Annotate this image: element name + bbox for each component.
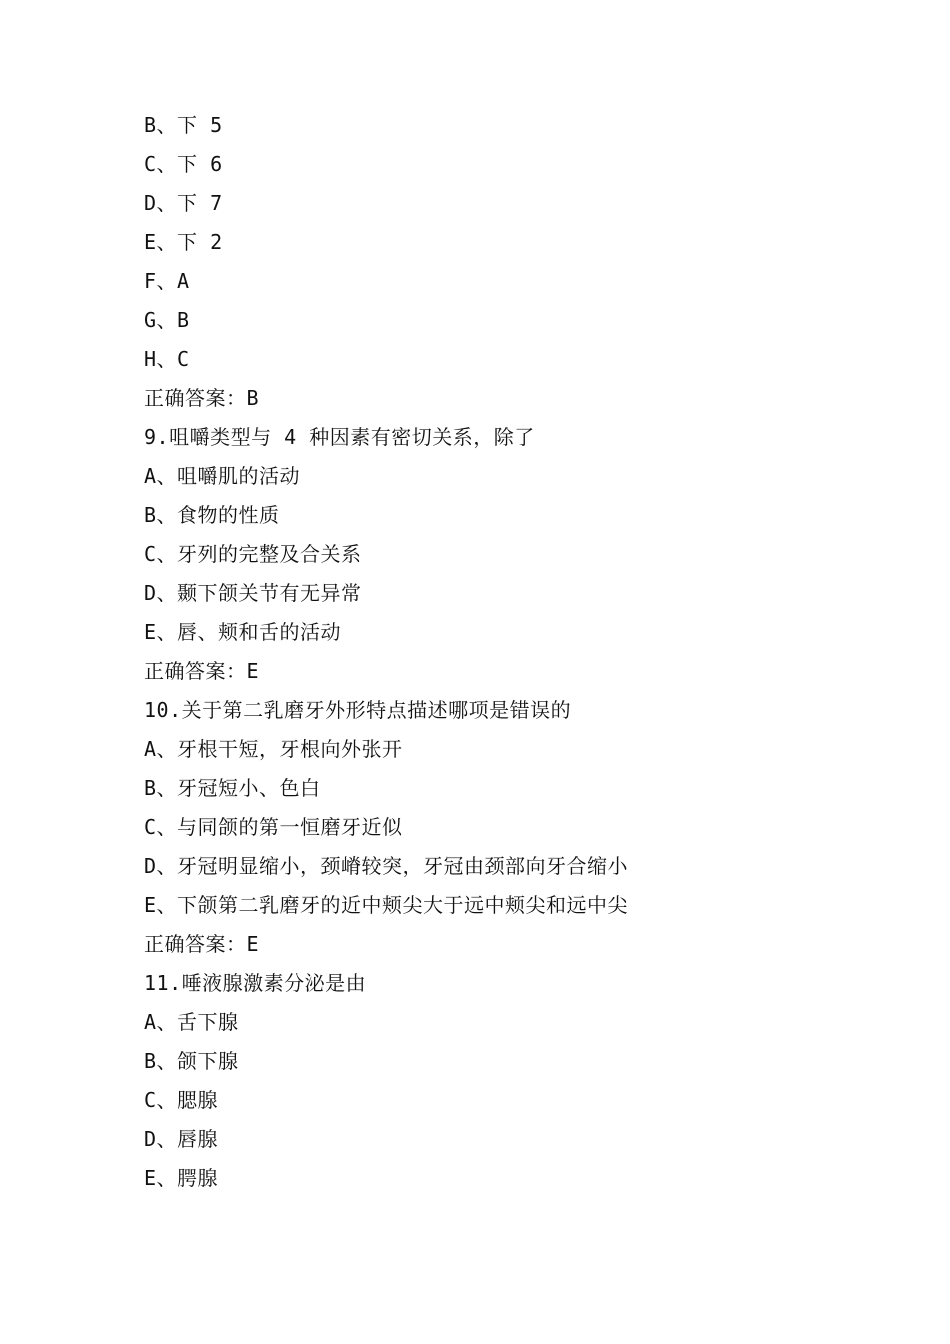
option-line: C、腮腺: [144, 1088, 219, 1112]
option-line: E、唇、颊和舌的活动: [144, 620, 342, 644]
option-line: E、下 2: [144, 230, 223, 254]
option-line: D、颞下颌关节有无异常: [144, 581, 362, 605]
option-line: D、唇腺: [144, 1127, 219, 1151]
answer-line: 正确答案：B: [144, 386, 260, 410]
question-line: 10.关于第二乳磨牙外形特点描述哪项是错误的: [144, 698, 572, 722]
option-line: D、牙冠明显缩小，颈嵴较突，牙冠由颈部向牙合缩小: [144, 854, 629, 878]
option-line: A、舌下腺: [144, 1010, 239, 1034]
option-line: C、下 6: [144, 152, 223, 176]
option-line: F、A: [144, 269, 190, 293]
question-line: 9.咀嚼类型与 4 种因素有密切关系，除了: [144, 425, 535, 449]
option-line: B、牙冠短小、色白: [144, 776, 321, 800]
option-line: B、食物的性质: [144, 503, 280, 527]
option-line: A、牙根干短，牙根向外张开: [144, 737, 403, 761]
option-line: B、下 5: [144, 113, 223, 137]
option-line: D、下 7: [144, 191, 223, 215]
document-content: [144, 106, 844, 1198]
option-line: H、C: [144, 347, 190, 371]
option-line: A、咀嚼肌的活动: [144, 464, 301, 488]
answer-line: 正确答案：E: [144, 659, 260, 683]
option-line: C、牙列的完整及合关系: [144, 542, 362, 566]
option-line: C、与同颌的第一恒磨牙近似: [144, 815, 403, 839]
question-line: 11.唾液腺激素分泌是由: [144, 971, 367, 995]
option-line: E、腭腺: [144, 1166, 219, 1190]
option-line: B、颌下腺: [144, 1049, 239, 1073]
option-line: E、下颌第二乳磨牙的近中颊尖大于远中颊尖和远中尖: [144, 893, 629, 917]
answer-line: 正确答案：E: [144, 932, 260, 956]
option-line: G、B: [144, 308, 190, 332]
